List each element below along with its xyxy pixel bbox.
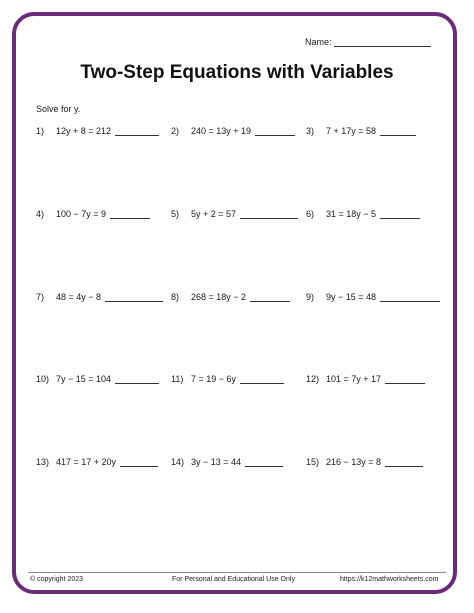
- problem-6: [306, 209, 420, 219]
- problem-equation: 7y − 15 = 104: [56, 374, 112, 384]
- problem-number: 1): [36, 126, 45, 136]
- problem-3: [306, 126, 416, 136]
- name-blank-line[interactable]: [334, 37, 431, 47]
- name-field: [305, 37, 431, 47]
- problem-12: [306, 374, 425, 384]
- problem-number: 9): [306, 292, 315, 302]
- problem-4: [36, 209, 150, 219]
- problem-1: [36, 126, 159, 136]
- problem-equation: 3y − 13 = 44: [191, 457, 242, 467]
- problem-number: 12): [306, 374, 320, 384]
- problem-15: [306, 457, 423, 467]
- problem-equation: 12y + 8 = 212: [56, 126, 112, 136]
- problem-number: 6): [306, 209, 315, 219]
- problem-equation: 417 = 17 + 20y: [56, 457, 117, 467]
- problem-5: [171, 209, 298, 219]
- answer-blank-line[interactable]: [240, 374, 284, 384]
- problem-equation: 268 = 18y − 2: [191, 292, 247, 302]
- worksheet-title: Two-Step Equations with Variables: [80, 62, 394, 83]
- problem-number: 13): [36, 457, 50, 467]
- footer-divider: [28, 572, 446, 573]
- answer-blank-line[interactable]: [250, 292, 290, 302]
- problem-number: 15): [306, 457, 320, 467]
- problem-equation: 216 − 13y = 8: [326, 457, 382, 467]
- answer-blank-line[interactable]: [245, 457, 283, 467]
- answer-blank-line[interactable]: [255, 126, 295, 136]
- problem-number: 7): [36, 292, 45, 302]
- problem-number: 10): [36, 374, 50, 384]
- instructions: Solve for y.: [36, 104, 81, 114]
- worksheet-border: [12, 12, 457, 594]
- footer-copyright: © copyright 2023: [30, 576, 84, 583]
- problem-10: [36, 374, 159, 384]
- problem-number: 11): [171, 374, 184, 384]
- answer-blank-line[interactable]: [115, 374, 159, 384]
- answer-blank-line[interactable]: [240, 209, 298, 219]
- problem-equation: 101 = 7y + 17: [326, 374, 382, 384]
- answer-blank-line[interactable]: [380, 292, 440, 302]
- problem-equation: 5y + 2 = 57: [191, 209, 237, 219]
- problem-2: [171, 126, 295, 136]
- problem-equation: 31 = 18y − 5: [326, 209, 377, 219]
- answer-blank-line[interactable]: [120, 457, 158, 467]
- problem-number: 5): [171, 209, 180, 219]
- answer-blank-line[interactable]: [110, 209, 150, 219]
- answer-blank-line[interactable]: [380, 209, 420, 219]
- problem-equation: 7 + 17y = 58: [326, 126, 377, 136]
- answer-blank-line[interactable]: [385, 457, 423, 467]
- answer-blank-line[interactable]: [380, 126, 416, 136]
- problem-equation: 7 = 19 − 6y: [191, 374, 237, 384]
- footer-website[interactable]: https://k12mathworksheets.com: [340, 576, 439, 583]
- problem-number: 8): [171, 292, 180, 302]
- name-label: Name:: [305, 37, 332, 47]
- problem-13: [36, 457, 158, 467]
- footer-usage: For Personal and Educational Use Only: [172, 576, 295, 583]
- answer-blank-line[interactable]: [385, 374, 425, 384]
- problem-11: [171, 374, 284, 384]
- problem-number: 14): [171, 457, 185, 467]
- problem-14: [171, 457, 283, 467]
- problem-equation: 100 − 7y = 9: [56, 209, 107, 219]
- problem-7: [36, 292, 163, 302]
- answer-blank-line[interactable]: [105, 292, 163, 302]
- problem-equation: 48 = 4y − 8: [56, 292, 102, 302]
- answer-blank-line[interactable]: [115, 126, 159, 136]
- problem-equation: 240 = 13y + 19: [191, 126, 252, 136]
- problem-8: [171, 292, 290, 302]
- problem-number: 2): [171, 126, 180, 136]
- problem-number: 4): [36, 209, 45, 219]
- problem-9: [306, 292, 440, 302]
- problem-number: 3): [306, 126, 315, 136]
- problem-equation: 9y − 15 = 48: [326, 292, 377, 302]
